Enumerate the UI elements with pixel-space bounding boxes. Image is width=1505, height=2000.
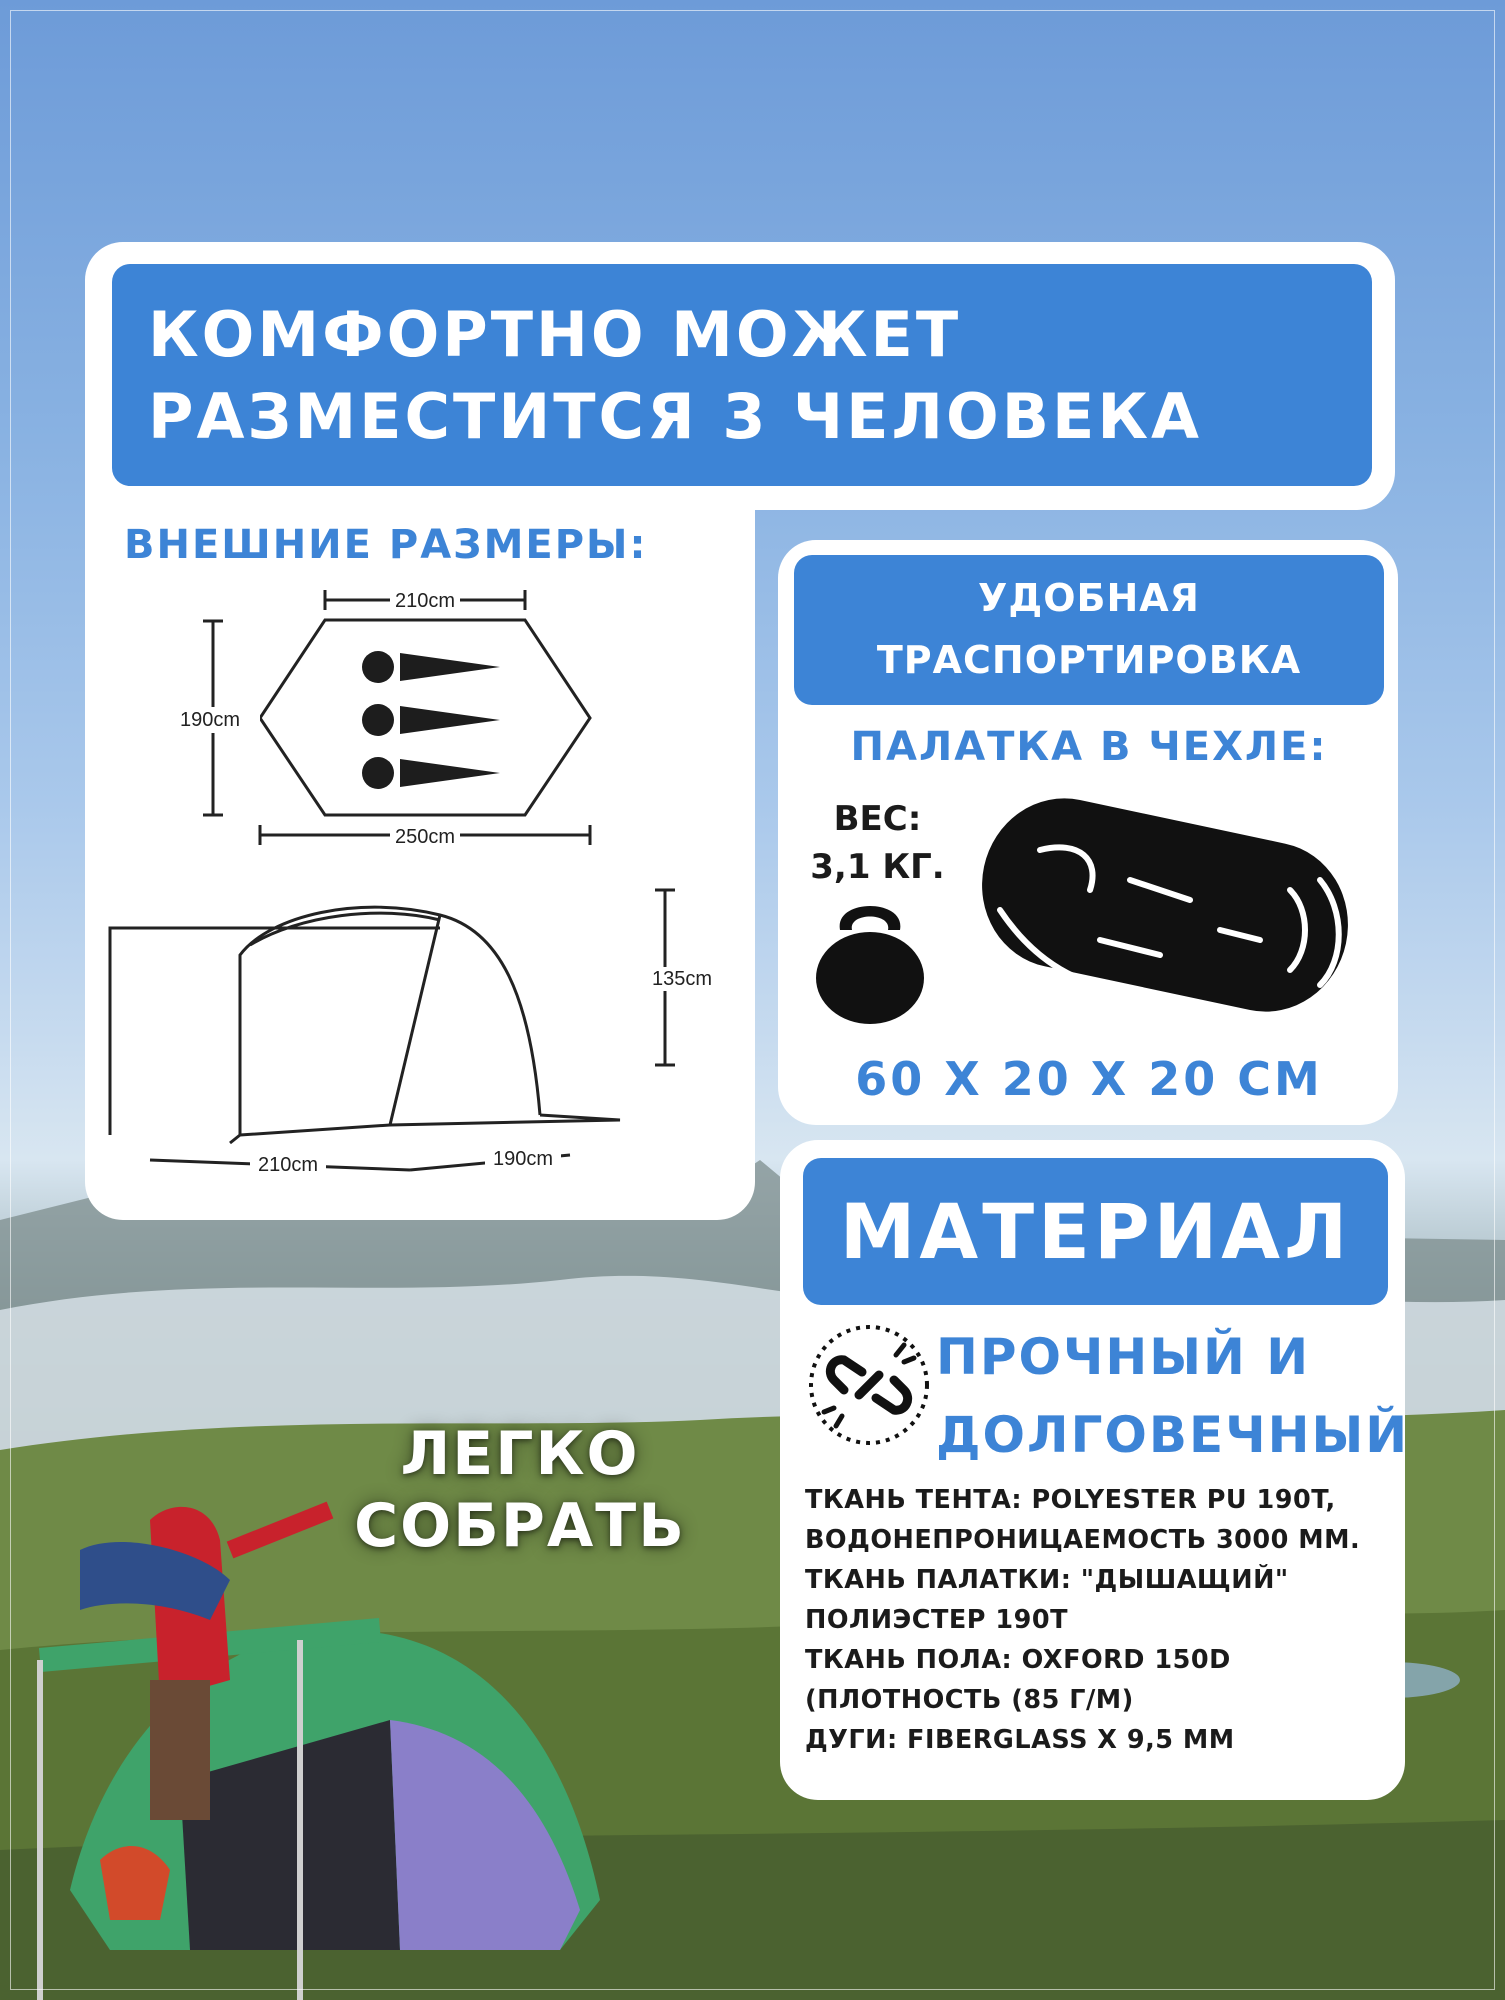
side-length-label: 190cm bbox=[492, 1148, 554, 1170]
easy-assembly-line-1: ЛЕГКО bbox=[400, 1419, 640, 1489]
material-title: МАТЕРИАЛ bbox=[803, 1158, 1388, 1305]
transport-title bbox=[794, 555, 1384, 705]
side-front-label: 210cm bbox=[257, 1154, 319, 1176]
easy-assembly-label bbox=[320, 1418, 720, 1562]
pack-dimensions: 60 X 20 X 20 CM bbox=[855, 1052, 1323, 1106]
spec-line: ТКАНЬ ТЕНТА: POLYESTER PU 190T, bbox=[805, 1485, 1336, 1515]
durable-line-1: ПРОЧНЫЙ И bbox=[936, 1328, 1311, 1386]
weight-title: ВЕС: bbox=[833, 799, 922, 839]
headline-line-1: КОМФОРТНО МОЖЕТ bbox=[148, 298, 962, 371]
tent-top-view bbox=[203, 590, 590, 845]
weight-label bbox=[805, 795, 950, 891]
top-width-label: 210cm bbox=[394, 590, 456, 612]
material-specs bbox=[805, 1480, 1395, 1760]
tent-bag-icon bbox=[960, 790, 1380, 1020]
tent-dimensions-diagram bbox=[100, 585, 730, 1205]
spec-line: ТКАНЬ ПОЛА: OXFORD 150D bbox=[805, 1645, 1231, 1675]
spec-line: ПОЛИЭСТЕР 190T bbox=[805, 1605, 1068, 1635]
spec-line: ДУГИ: FIBERGLASS X 9,5 ММ bbox=[805, 1725, 1235, 1755]
capacity-headline bbox=[112, 264, 1372, 486]
side-height-label: 135cm bbox=[651, 968, 713, 990]
tent-side-view bbox=[110, 890, 675, 1170]
durable-line-2: ДОЛГОВЕЧНЫЙ bbox=[936, 1406, 1410, 1464]
weight-value: 3,1 КГ. bbox=[810, 847, 945, 887]
spec-line: ВОДОНЕПРОНИЦАЕМОСТЬ 3000 ММ. bbox=[805, 1525, 1361, 1555]
bag-label: ПАЛАТКА В ЧЕХЛЕ: bbox=[850, 724, 1328, 770]
chain-link-icon bbox=[804, 1320, 934, 1450]
durable-label bbox=[936, 1318, 1409, 1474]
easy-assembly-line-2: СОБРАТЬ bbox=[354, 1491, 686, 1561]
spec-line: (ПЛОТНОСТЬ (85 Г/М) bbox=[805, 1685, 1134, 1715]
spec-line: ТКАНЬ ПАЛАТКИ: "ДЫШАЩИЙ" bbox=[805, 1565, 1289, 1595]
top-length-label: 250cm bbox=[394, 826, 456, 848]
headline-line-2: РАЗМЕСТИТСЯ 3 ЧЕЛОВЕКА bbox=[148, 380, 1202, 453]
transport-title-line-2: ТРАСПОРТИРОВКА bbox=[876, 638, 1302, 682]
sleeping-places bbox=[362, 651, 500, 789]
kettlebell-icon bbox=[810, 890, 930, 1025]
transport-title-line-1: УДОБНАЯ bbox=[978, 576, 1200, 620]
outer-dimensions-label: ВНЕШНИЕ РАЗМЕРЫ: bbox=[124, 522, 648, 568]
top-depth-label: 190cm bbox=[179, 709, 241, 731]
